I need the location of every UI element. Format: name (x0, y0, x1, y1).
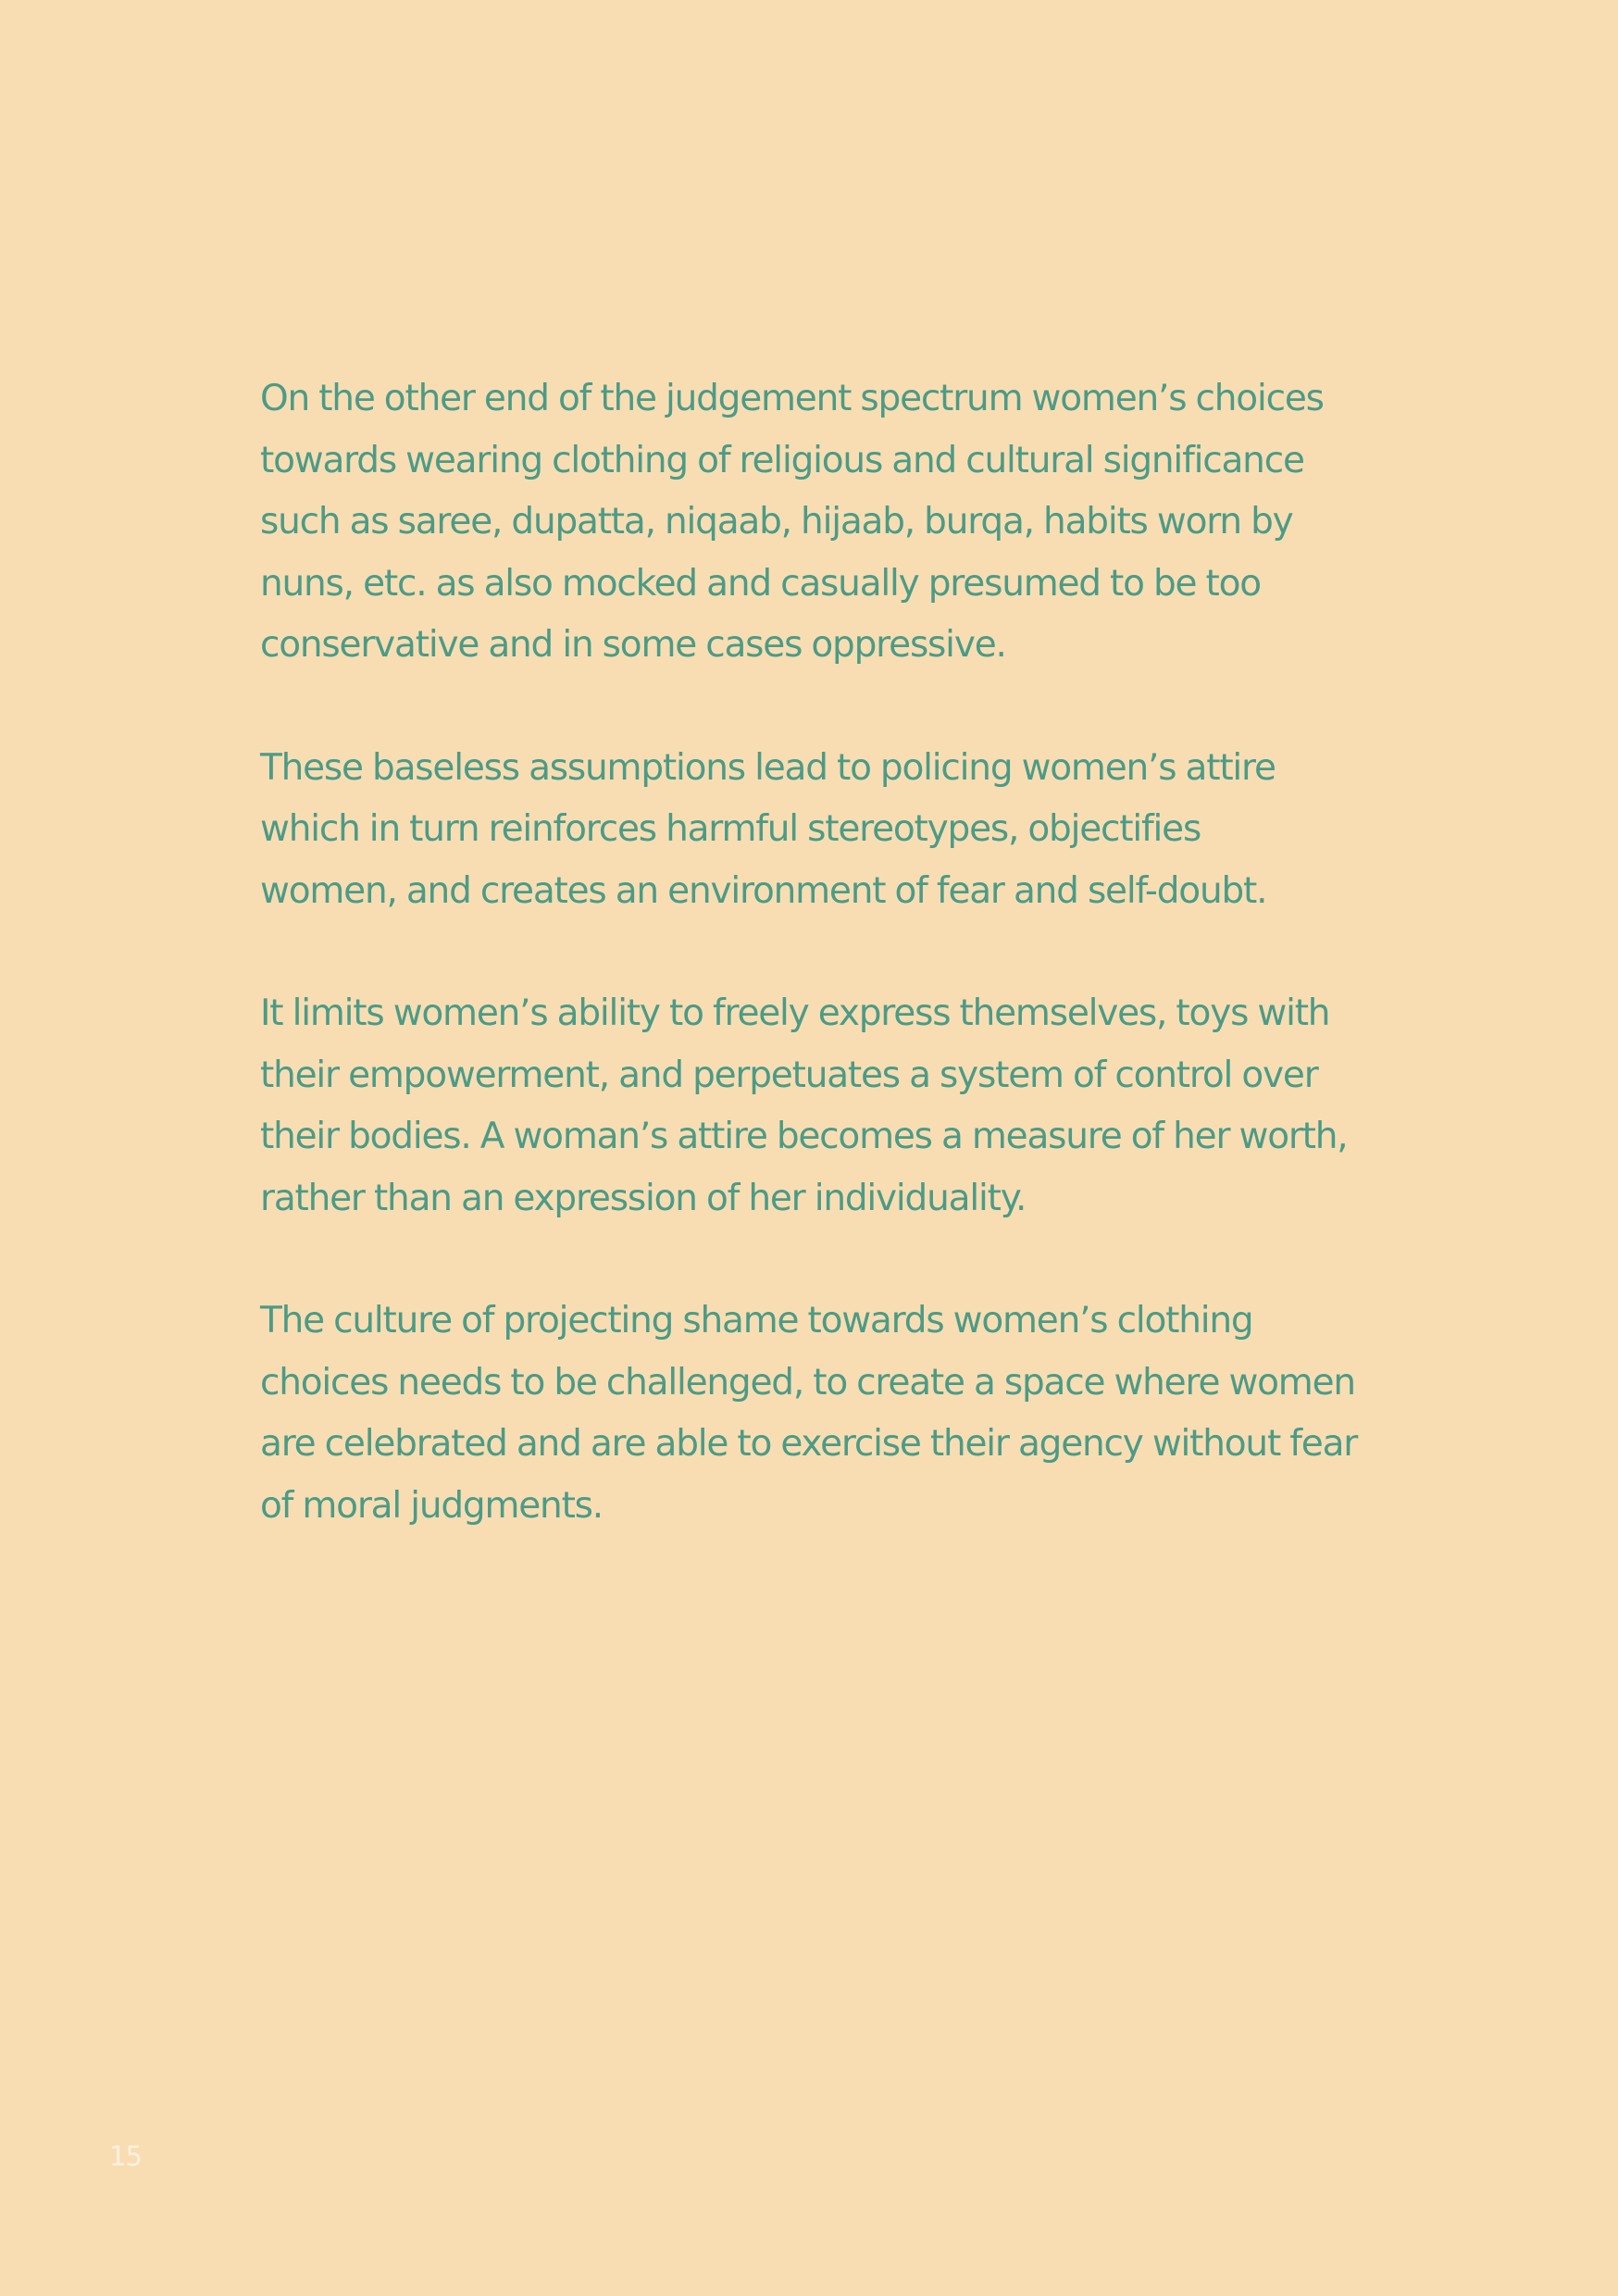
paragraph-2 (260, 738, 1371, 923)
paragraph-4 (260, 1291, 1371, 1537)
paragraph-line: are celebrated and are able to exercise their agency without fear (260, 1423, 1358, 1465)
paragraph-3 (260, 983, 1371, 1229)
paragraph-line: of moral judgments. (260, 1484, 603, 1527)
paragraph-line: On the other end of the judgement spectrum women’s choices (260, 378, 1324, 419)
paragraph-line: These baseless assumptions lead to policing women’s attire (260, 746, 1276, 789)
body-text (260, 368, 1371, 1598)
paragraph-line: towards wearing clothing of religious and cultural significance (260, 439, 1304, 481)
paragraph-line: The culture of projecting shame towards women’s clothing (260, 1300, 1253, 1341)
paragraph-line: their bodies. A woman’s attire becomes a measure of her worth, (260, 1116, 1348, 1157)
paragraph-line: such as saree, dupatta, niqaab, hijaab, burqa, habits worn by (260, 501, 1293, 543)
paragraph-1 (260, 368, 1371, 677)
paragraph-line: rather than an expression of her individuality. (260, 1177, 1027, 1219)
paragraph-line: nuns, etc. as also mocked and casually presumed to be too (260, 562, 1261, 605)
paragraph-line: choices needs to be challenged, to create a space where women (260, 1361, 1355, 1404)
paragraph-line: women, and creates an environment of fear and self-doubt. (260, 869, 1267, 912)
paragraph-line: conservative and in some cases oppressive. (260, 624, 1006, 666)
paragraph-line: It limits women’s ability to freely express themselves, toys with (260, 992, 1330, 1034)
paragraph-line: which in turn reinforces harmful stereotypes, objectifies (260, 808, 1201, 850)
paragraph-line: their empowerment, and perpetuates a system of control over (260, 1054, 1318, 1096)
page-number: 15 (109, 2140, 142, 2172)
